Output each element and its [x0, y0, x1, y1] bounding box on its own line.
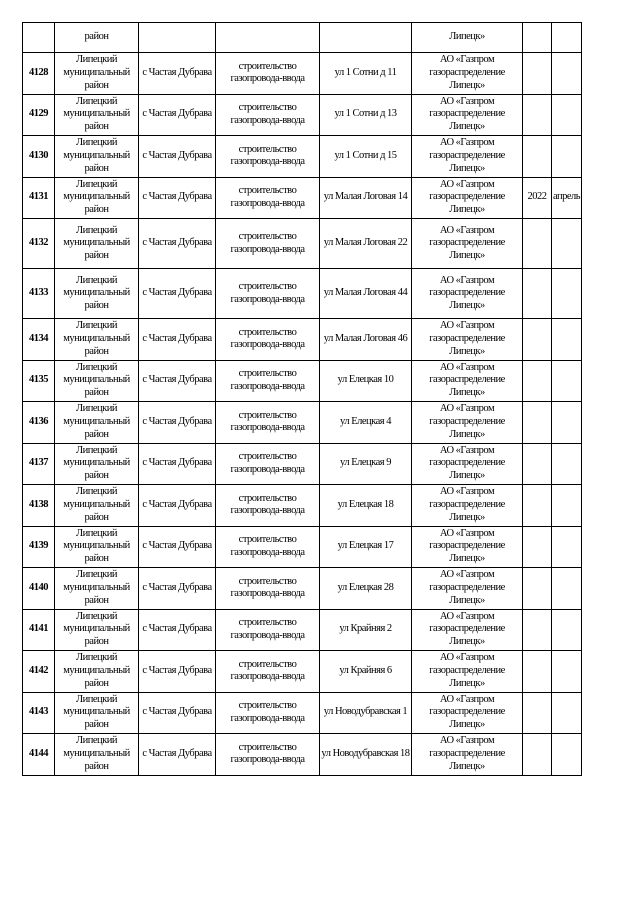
cell-work	[216, 23, 320, 53]
cell-num: 4140	[23, 568, 55, 610]
cell-settlement: с Частая Дубрава	[139, 734, 216, 776]
cell-operator: АО «Газпром газораспределение Липецк»	[412, 402, 523, 444]
cell-month	[552, 609, 582, 651]
cell-work: строительство газопровода-ввода	[216, 568, 320, 610]
cell-district: Липецкий муниципальный район	[55, 53, 139, 95]
cell-settlement: с Частая Дубрава	[139, 219, 216, 269]
cell-settlement: с Частая Дубрава	[139, 609, 216, 651]
cell-work: строительство газопровода-ввода	[216, 219, 320, 269]
cell-address: ул Крайняя 6	[320, 651, 412, 693]
cell-settlement: с Частая Дубрава	[139, 177, 216, 219]
cell-month	[552, 443, 582, 485]
cell-year	[523, 734, 552, 776]
cell-month	[552, 319, 582, 361]
table-row	[23, 360, 582, 402]
cell-district: Липецкий муниципальный район	[55, 219, 139, 269]
cell-settlement: с Частая Дубрава	[139, 526, 216, 568]
cell-month: апрель	[552, 177, 582, 219]
cell-operator: АО «Газпром газораспределение Липецк»	[412, 319, 523, 361]
table-row	[23, 319, 582, 361]
cell-district: Липецкий муниципальный район	[55, 94, 139, 136]
table-row	[23, 692, 582, 734]
cell-work: строительство газопровода-ввода	[216, 692, 320, 734]
cell-num: 4128	[23, 53, 55, 95]
cell-month	[552, 94, 582, 136]
cell-work: строительство газопровода-ввода	[216, 269, 320, 319]
cell-settlement: с Частая Дубрава	[139, 269, 216, 319]
table-row	[23, 526, 582, 568]
cell-work: строительство газопровода-ввода	[216, 177, 320, 219]
cell-num: 4129	[23, 94, 55, 136]
cell-district: Липецкий муниципальный район	[55, 443, 139, 485]
cell-work: строительство газопровода-ввода	[216, 651, 320, 693]
cell-month	[552, 23, 582, 53]
cell-settlement: с Частая Дубрава	[139, 568, 216, 610]
cell-district: Липецкий муниципальный район	[55, 319, 139, 361]
cell-district: Липецкий муниципальный район	[55, 692, 139, 734]
cell-year: 2022	[523, 177, 552, 219]
table-row	[23, 269, 582, 319]
cell-address: ул Елецкая 18	[320, 485, 412, 527]
cell-operator: АО «Газпром газораспределение Липецк»	[412, 485, 523, 527]
cell-settlement: с Частая Дубрава	[139, 53, 216, 95]
cell-settlement: с Частая Дубрава	[139, 692, 216, 734]
cell-settlement	[139, 23, 216, 53]
cell-address: ул 1 Сотни д 11	[320, 53, 412, 95]
cell-settlement: с Частая Дубрава	[139, 485, 216, 527]
cell-year	[523, 53, 552, 95]
cell-settlement: с Частая Дубрава	[139, 443, 216, 485]
cell-address: ул Малая Логовая 22	[320, 219, 412, 269]
cell-num: 4135	[23, 360, 55, 402]
cell-address: ул Новодубравская 1	[320, 692, 412, 734]
cell-year	[523, 269, 552, 319]
cell-num: 4141	[23, 609, 55, 651]
cell-operator: АО «Газпром газораспределение Липецк»	[412, 734, 523, 776]
table-row	[23, 443, 582, 485]
cell-settlement: с Частая Дубрава	[139, 651, 216, 693]
cell-operator: АО «Газпром газораспределение Липецк»	[412, 94, 523, 136]
cell-district: Липецкий муниципальный район	[55, 651, 139, 693]
cell-district: Липецкий муниципальный район	[55, 734, 139, 776]
cell-settlement: с Частая Дубрава	[139, 94, 216, 136]
cell-address: ул Новодубравская 18	[320, 734, 412, 776]
cell-num: 4131	[23, 177, 55, 219]
cell-district: Липецкий муниципальный район	[55, 568, 139, 610]
cell-month	[552, 360, 582, 402]
cell-operator: АО «Газпром газораспределение Липецк»	[412, 568, 523, 610]
cell-address: ул Елецкая 28	[320, 568, 412, 610]
cell-address	[320, 23, 412, 53]
cell-operator: АО «Газпром газораспределение Липецк»	[412, 177, 523, 219]
table-row	[23, 568, 582, 610]
cell-settlement: с Частая Дубрава	[139, 360, 216, 402]
cell-address: ул Елецкая 17	[320, 526, 412, 568]
cell-work: строительство газопровода-ввода	[216, 734, 320, 776]
table-row	[23, 177, 582, 219]
cell-operator: АО «Газпром газораспределение Липецк»	[412, 53, 523, 95]
cell-district: Липецкий муниципальный район	[55, 402, 139, 444]
cell-operator: АО «Газпром газораспределение Липецк»	[412, 526, 523, 568]
cell-work: строительство газопровода-ввода	[216, 485, 320, 527]
cell-settlement: с Частая Дубрава	[139, 319, 216, 361]
cell-address: ул 1 Сотни д 13	[320, 94, 412, 136]
cell-year	[523, 568, 552, 610]
cell-month	[552, 485, 582, 527]
cell-address: ул Елецкая 9	[320, 443, 412, 485]
cell-month	[552, 568, 582, 610]
cell-operator: Липецк»	[412, 23, 523, 53]
table-row	[23, 609, 582, 651]
cell-num: 4137	[23, 443, 55, 485]
cell-district: Липецкий муниципальный район	[55, 269, 139, 319]
cell-district: Липецкий муниципальный район	[55, 136, 139, 178]
cell-operator: АО «Газпром газораспределение Липецк»	[412, 360, 523, 402]
cell-operator: АО «Газпром газораспределение Липецк»	[412, 609, 523, 651]
cell-work: строительство газопровода-ввода	[216, 402, 320, 444]
cell-work: строительство газопровода-ввода	[216, 526, 320, 568]
cell-month	[552, 219, 582, 269]
cell-settlement: с Частая Дубрава	[139, 402, 216, 444]
cell-month	[552, 269, 582, 319]
cell-work: строительство газопровода-ввода	[216, 609, 320, 651]
cell-work: строительство газопровода-ввода	[216, 360, 320, 402]
cell-num: 4134	[23, 319, 55, 361]
cell-year	[523, 319, 552, 361]
cell-year	[523, 219, 552, 269]
table-row	[23, 136, 582, 178]
cell-work: строительство газопровода-ввода	[216, 136, 320, 178]
cell-num: 4136	[23, 402, 55, 444]
table-row	[23, 219, 582, 269]
cell-district: Липецкий муниципальный район	[55, 360, 139, 402]
table-row	[23, 651, 582, 693]
cell-year	[523, 485, 552, 527]
cell-month	[552, 136, 582, 178]
cell-num: 4130	[23, 136, 55, 178]
cell-year	[523, 23, 552, 53]
cell-month	[552, 651, 582, 693]
cell-district: Липецкий муниципальный район	[55, 609, 139, 651]
cell-address: ул 1 Сотни д 15	[320, 136, 412, 178]
cell-district: Липецкий муниципальный район	[55, 485, 139, 527]
cell-address: ул Малая Логовая 46	[320, 319, 412, 361]
cell-num: 4132	[23, 219, 55, 269]
cell-address: ул Елецкая 10	[320, 360, 412, 402]
cell-district: район	[55, 23, 139, 53]
cell-operator: АО «Газпром газораспределение Липецк»	[412, 136, 523, 178]
cell-year	[523, 609, 552, 651]
cell-operator: АО «Газпром газораспределение Липецк»	[412, 692, 523, 734]
cell-operator: АО «Газпром газораспределение Липецк»	[412, 443, 523, 485]
cell-year	[523, 402, 552, 444]
cell-num: 4133	[23, 269, 55, 319]
cell-settlement: с Частая Дубрава	[139, 136, 216, 178]
cell-year	[523, 692, 552, 734]
cell-month	[552, 692, 582, 734]
cell-month	[552, 526, 582, 568]
cell-month	[552, 734, 582, 776]
cell-operator: АО «Газпром газораспределение Липецк»	[412, 651, 523, 693]
cell-district: Липецкий муниципальный район	[55, 177, 139, 219]
cell-operator: АО «Газпром газораспределение Липецк»	[412, 219, 523, 269]
cell-work: строительство газопровода-ввода	[216, 319, 320, 361]
continuation-row	[23, 23, 582, 53]
gasification-table	[22, 22, 582, 776]
cell-num: 4142	[23, 651, 55, 693]
cell-work: строительство газопровода-ввода	[216, 443, 320, 485]
cell-year	[523, 94, 552, 136]
cell-address: ул Малая Логовая 44	[320, 269, 412, 319]
cell-operator: АО «Газпром газораспределение Липецк»	[412, 269, 523, 319]
cell-month	[552, 402, 582, 444]
cell-address: ул Малая Логовая 14	[320, 177, 412, 219]
cell-address: ул Крайняя 2	[320, 609, 412, 651]
cell-year	[523, 360, 552, 402]
cell-year	[523, 136, 552, 178]
cell-work: строительство газопровода-ввода	[216, 94, 320, 136]
cell-district: Липецкий муниципальный район	[55, 526, 139, 568]
cell-year	[523, 526, 552, 568]
table-row	[23, 734, 582, 776]
cell-num: 4143	[23, 692, 55, 734]
cell-num: 4139	[23, 526, 55, 568]
table-row	[23, 53, 582, 95]
cell-month	[552, 53, 582, 95]
table-body	[23, 23, 582, 776]
cell-num: 4138	[23, 485, 55, 527]
table-row	[23, 94, 582, 136]
cell-address: ул Елецкая 4	[320, 402, 412, 444]
cell-year	[523, 443, 552, 485]
table-row	[23, 402, 582, 444]
cell-work: строительство газопровода-ввода	[216, 53, 320, 95]
cell-num	[23, 23, 55, 53]
cell-year	[523, 651, 552, 693]
table-row	[23, 485, 582, 527]
cell-num: 4144	[23, 734, 55, 776]
